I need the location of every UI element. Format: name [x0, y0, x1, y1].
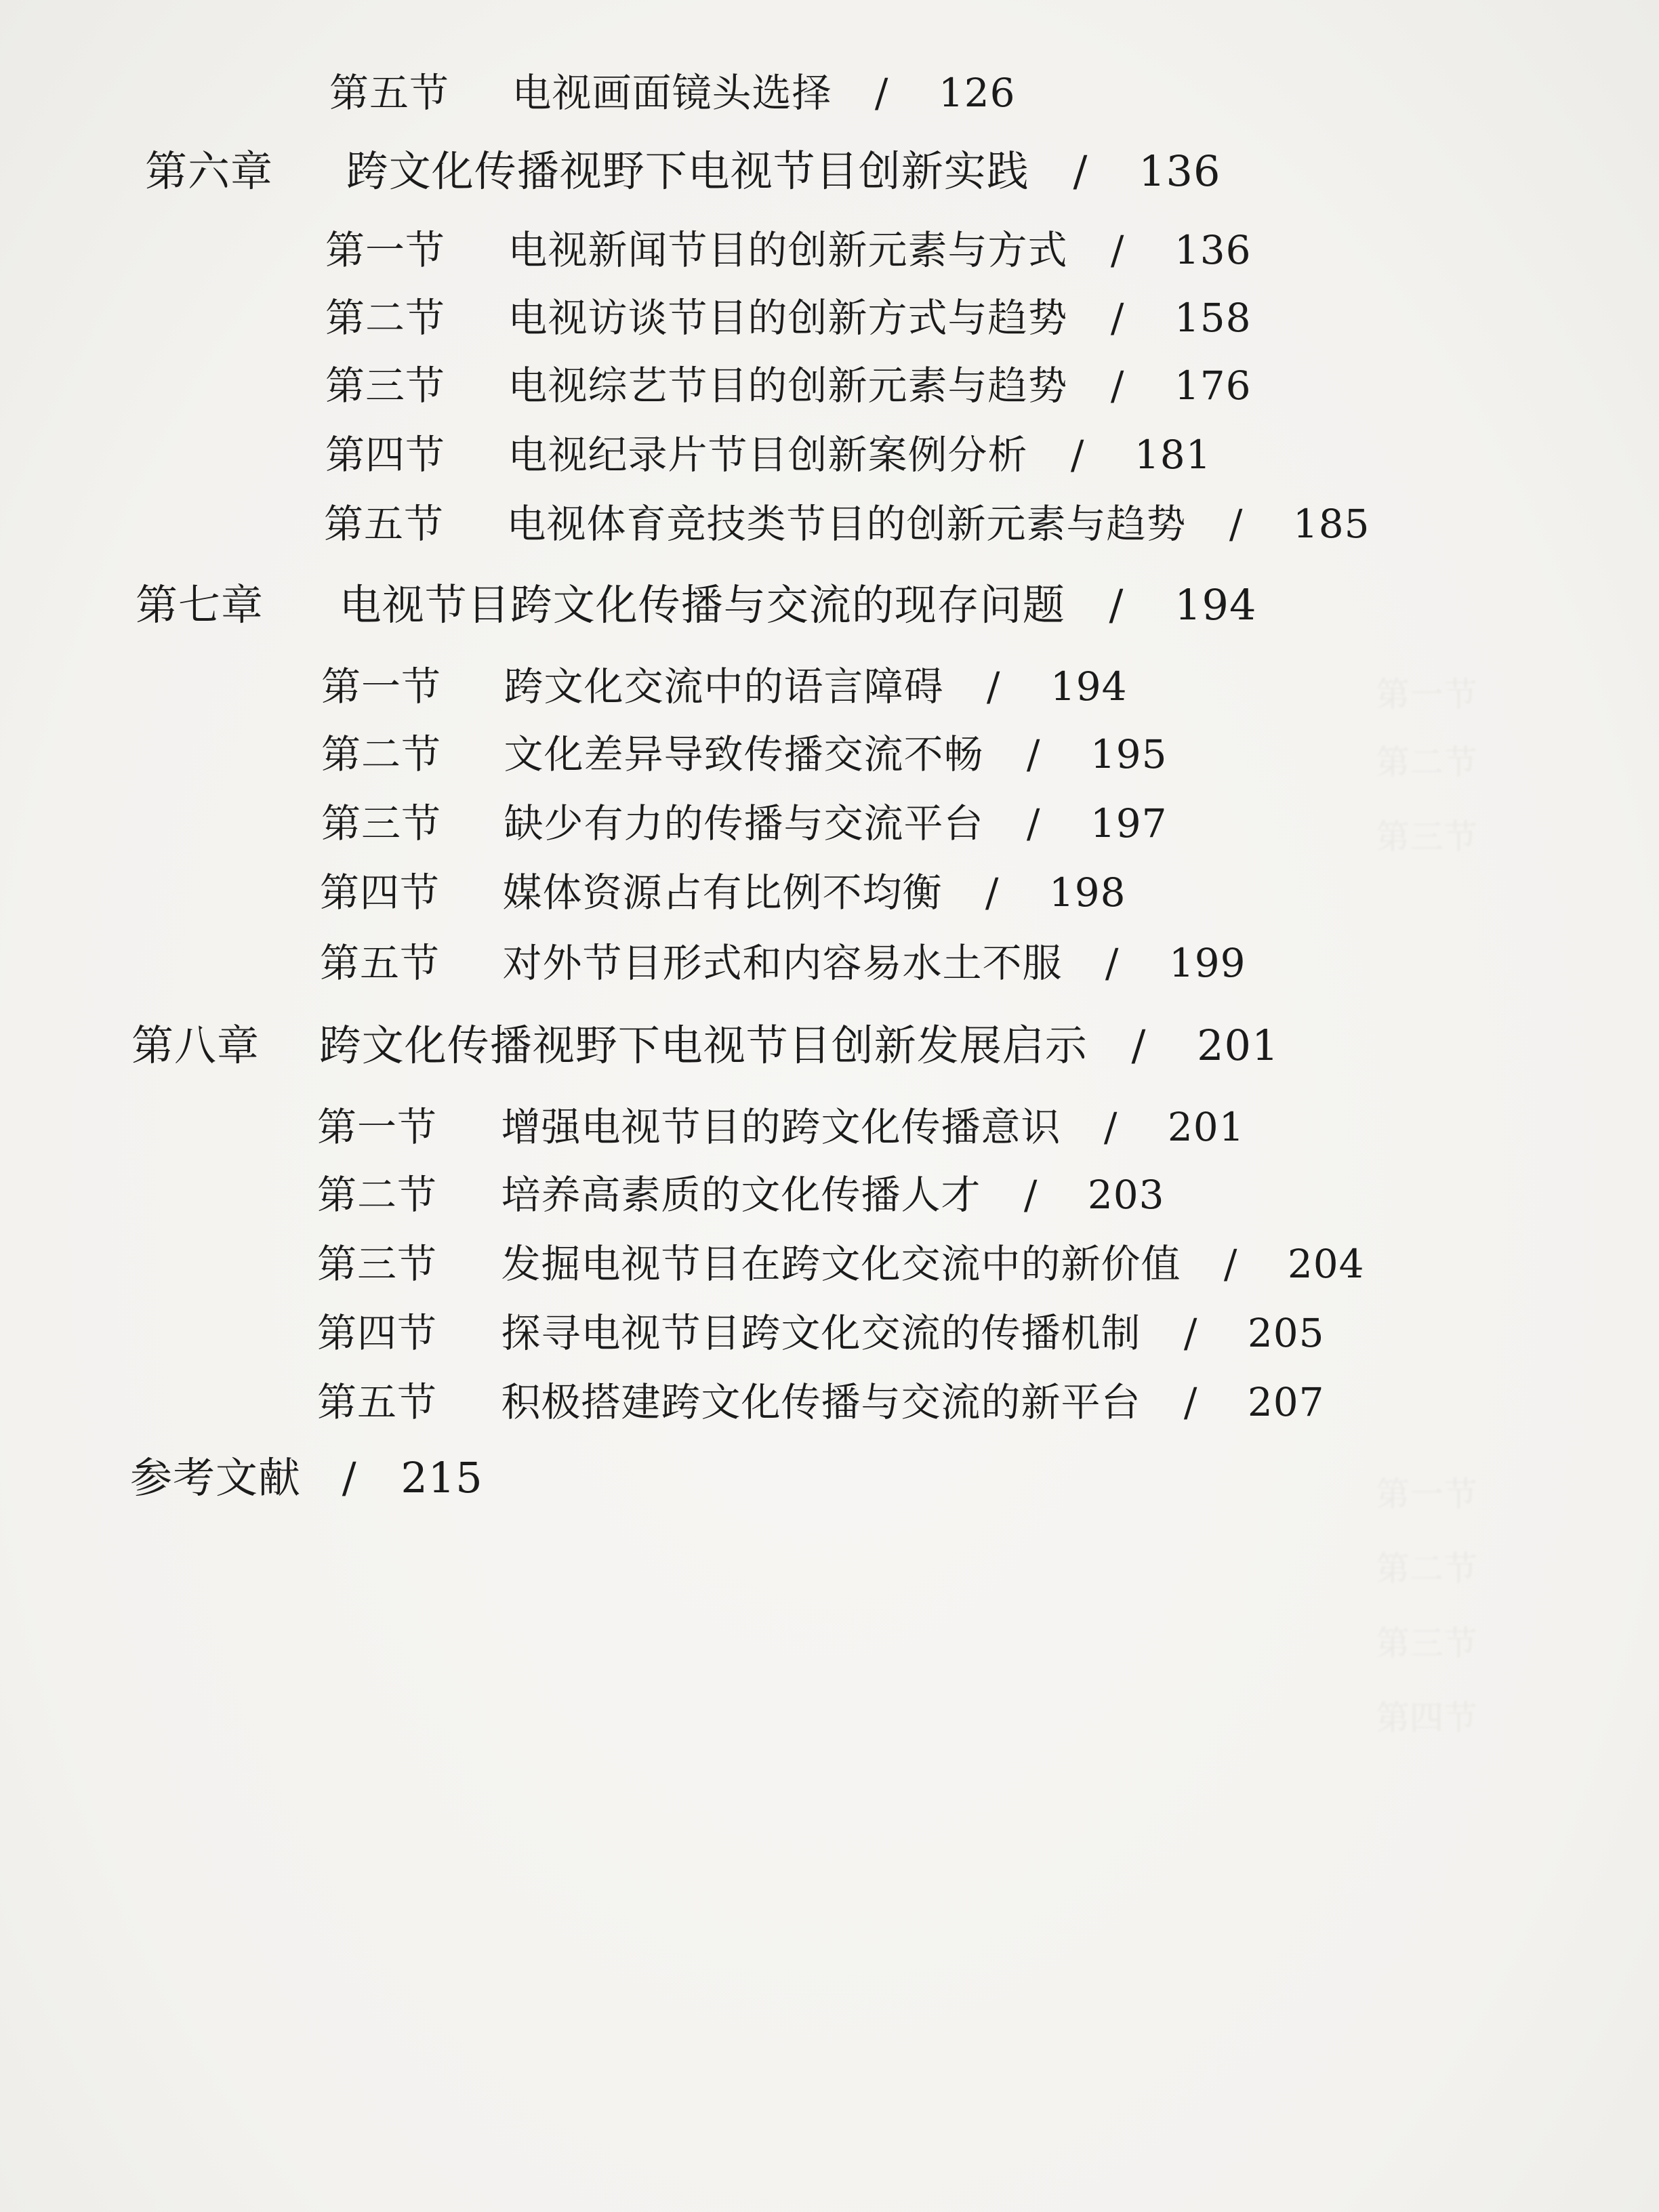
references-title: 参考文献 — [130, 1453, 302, 1502]
section-title: 对外节目形式和内容易水土不服 — [502, 940, 1063, 986]
bleed-through-text — [1376, 745, 1477, 779]
page-number: 215 — [401, 1453, 483, 1502]
section-title: 跨文化交流中的语言障碍 — [504, 663, 944, 710]
toc-section-entry — [317, 1241, 1365, 1287]
toc-section-entry — [317, 1172, 1165, 1218]
toc-section-entry — [325, 432, 1212, 478]
separator: / — [1183, 1379, 1198, 1425]
section-label: 第四节 — [320, 869, 441, 916]
toc-section-entry — [320, 869, 1126, 916]
page-number: 194 — [1174, 580, 1257, 630]
section-title: 电视体育竞技类节目的创新元素与趋势 — [506, 501, 1187, 547]
bleed-through-text — [1376, 1626, 1477, 1660]
page-number: 201 — [1167, 1104, 1245, 1150]
section-title: 电视访谈节目的创新方式与趋势 — [508, 295, 1068, 341]
toc-section-entry — [325, 227, 1252, 273]
section-label: 第一节 — [321, 663, 442, 710]
toc-chapter-entry — [145, 146, 1221, 196]
separator: / — [1110, 227, 1125, 273]
page-number: 199 — [1168, 940, 1246, 986]
separator: / — [1026, 800, 1041, 846]
toc-section-entry — [325, 363, 1252, 409]
section-label: 第五节 — [320, 940, 441, 986]
separator: / — [1109, 580, 1124, 630]
separator: / — [1131, 1021, 1147, 1070]
page-number: 197 — [1090, 800, 1168, 846]
page-number: 205 — [1247, 1310, 1325, 1356]
section-label: 第一节 — [325, 227, 446, 273]
separator: / — [1026, 731, 1041, 777]
chapter-label: 第八章 — [131, 1021, 260, 1070]
page-number: 185 — [1292, 501, 1370, 547]
separator: / — [985, 869, 1000, 916]
section-title: 发掘电视节目在跨文化交流中的新价值 — [501, 1241, 1181, 1287]
section-title: 培养高素质的文化传播人才 — [501, 1172, 981, 1218]
page-number: 181 — [1134, 432, 1212, 478]
toc-section-entry — [324, 501, 1370, 547]
page-number: 198 — [1048, 869, 1126, 916]
bleed-through-text — [1376, 1477, 1477, 1511]
bleed-through-text — [1376, 678, 1477, 712]
section-title: 电视画面镜头选择 — [512, 70, 832, 116]
toc-section-entry — [320, 940, 1246, 986]
section-label: 第三节 — [325, 363, 446, 409]
separator: / — [1183, 1310, 1198, 1356]
separator: / — [342, 1453, 357, 1502]
toc-section-entry — [329, 70, 1016, 116]
separator: / — [1103, 1104, 1118, 1150]
separator: / — [1223, 1241, 1238, 1287]
section-label: 第五节 — [317, 1379, 438, 1425]
section-label: 第一节 — [317, 1104, 438, 1150]
page-number: 195 — [1090, 731, 1168, 777]
section-label: 第二节 — [325, 295, 446, 341]
separator: / — [874, 70, 889, 116]
separator: / — [1110, 363, 1125, 409]
section-label: 第五节 — [329, 70, 450, 116]
toc-section-entry — [317, 1310, 1325, 1356]
page-number: 136 — [1174, 227, 1252, 273]
toc-section-entry — [321, 731, 1168, 777]
section-title: 电视纪录片节目创新案例分析 — [508, 432, 1028, 478]
chapter-label: 第六章 — [145, 146, 274, 196]
toc-section-entry — [317, 1104, 1245, 1150]
page-number: 207 — [1247, 1379, 1325, 1425]
toc-section-entry — [317, 1379, 1325, 1425]
section-label: 第三节 — [321, 800, 442, 846]
page-number: 203 — [1087, 1172, 1165, 1218]
page-number: 204 — [1287, 1241, 1365, 1287]
separator: / — [986, 663, 1001, 710]
section-title: 探寻电视节目跨文化交流的传播机制 — [501, 1310, 1141, 1356]
separator: / — [1070, 432, 1085, 478]
page-number: 201 — [1197, 1021, 1279, 1070]
section-label: 第四节 — [317, 1310, 438, 1356]
section-title: 媒体资源占有比例不均衡 — [502, 869, 943, 916]
section-title: 增强电视节目的跨文化传播意识 — [501, 1104, 1061, 1150]
page-number: 158 — [1174, 295, 1252, 341]
section-title: 电视综艺节目的创新元素与趋势 — [508, 363, 1068, 409]
section-label: 第三节 — [317, 1241, 438, 1287]
separator: / — [1073, 146, 1088, 196]
toc-chapter-entry — [136, 580, 1257, 630]
chapter-label: 第七章 — [136, 580, 264, 630]
separator: / — [1229, 501, 1244, 547]
separator: / — [1023, 1172, 1038, 1218]
toc-section-entry — [321, 663, 1128, 710]
section-title: 缺少有力的传播与交流平台 — [504, 800, 984, 846]
chapter-title: 跨文化传播视野下电视节目创新实践 — [346, 146, 1029, 196]
page-number: 194 — [1050, 663, 1128, 710]
toc-section-entry — [325, 295, 1252, 341]
section-title: 电视新闻节目的创新元素与方式 — [508, 227, 1068, 273]
section-title: 文化差异导致传播交流不畅 — [504, 731, 984, 777]
chapter-title: 跨文化传播视野下电视节目创新发展启示 — [319, 1021, 1088, 1070]
page-number: 126 — [938, 70, 1016, 116]
section-label: 第五节 — [324, 501, 445, 547]
separator: / — [1105, 940, 1120, 986]
page-number: 136 — [1139, 146, 1221, 196]
section-label: 第四节 — [325, 432, 446, 478]
section-title: 积极搭建跨文化传播与交流的新平台 — [501, 1379, 1141, 1425]
toc-chapter-entry — [131, 1021, 1279, 1070]
bleed-through-text — [1376, 1701, 1477, 1735]
bleed-through-text — [1376, 1552, 1477, 1586]
chapter-title: 电视节目跨文化传播与交流的现存问题 — [339, 580, 1065, 630]
page-number: 176 — [1174, 363, 1252, 409]
toc-section-entry — [321, 800, 1168, 846]
section-label: 第二节 — [317, 1172, 438, 1218]
separator: / — [1110, 295, 1125, 341]
bleed-through-text — [1376, 820, 1477, 854]
toc-references-entry — [130, 1453, 483, 1502]
section-label: 第二节 — [321, 731, 442, 777]
